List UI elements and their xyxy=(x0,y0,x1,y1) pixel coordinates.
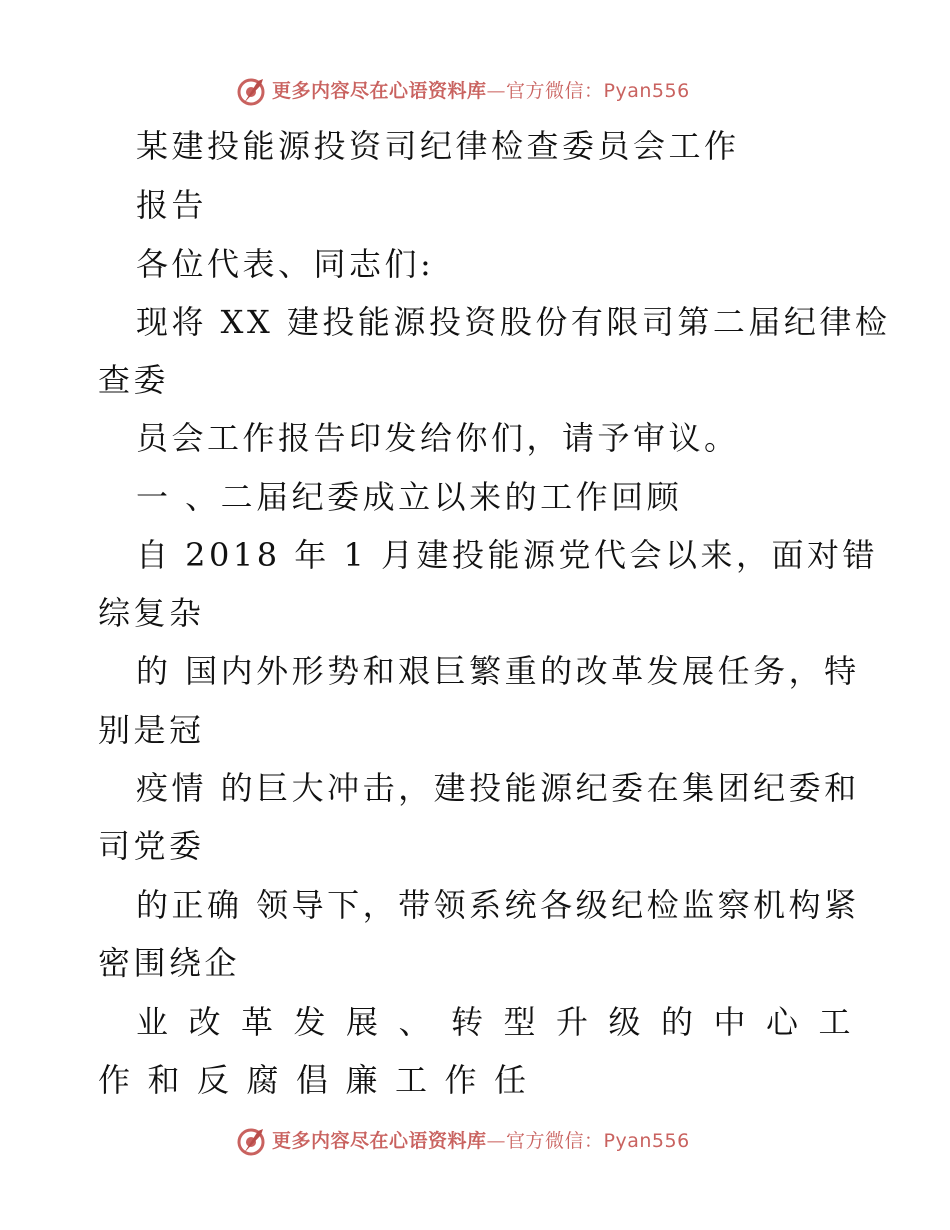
banner-title: 更多内容尽在心语资料库 xyxy=(272,1130,487,1152)
doc-title-line-2: 报告 xyxy=(136,186,208,224)
salutation: 各位代表、同志们: xyxy=(136,245,435,283)
body-line: 疫情 的巨大冲击，建投能源纪委在集团纪委和 xyxy=(136,769,860,807)
banner-wechat-label: 官方微信： xyxy=(506,80,604,102)
banner-title: 更多内容尽在心语资料库 xyxy=(272,80,487,102)
banner-separator: — xyxy=(486,80,507,102)
section-heading: 一 、二届纪委成立以来的工作回顾 xyxy=(136,478,683,516)
body-line: 密围绕企 xyxy=(98,944,241,982)
banner-wechat-id: Pyan556 xyxy=(603,80,690,102)
doc-title-line-1: 某建投能源投资司纪律检查委员会工作 xyxy=(136,127,740,165)
body-line: 作和反腐倡廉工作任 xyxy=(98,1061,544,1099)
body-line: 员会工作报告印发给你们，请予审议。 xyxy=(136,419,740,457)
body-line: 的 国内外形势和艰巨繁重的改革发展任务，特 xyxy=(136,652,860,690)
header-banner[interactable] xyxy=(236,74,690,108)
body-line: 综复杂 xyxy=(98,594,205,632)
body-line: 别是冠 xyxy=(98,711,205,749)
body-line: 司党委 xyxy=(98,827,205,865)
banner-wechat-id: Pyan556 xyxy=(603,1130,690,1152)
quill-logo-icon xyxy=(236,1125,268,1157)
body-line: 自 2018 年 1 月建投能源党代会以来，面对错 xyxy=(136,536,878,574)
banner-separator: — xyxy=(486,1130,507,1152)
body-line: 业改革发展、转型升级的中心工 xyxy=(136,1003,872,1041)
body-line: 现将 XX 建投能源投资股份有限司第二届纪律检 xyxy=(136,303,891,341)
banner-wechat-label: 官方微信： xyxy=(506,1130,604,1152)
body-line: 的正确 领导下，带领系统各级纪检监察机构紧 xyxy=(136,886,860,924)
quill-logo-icon xyxy=(236,75,268,107)
footer-banner[interactable] xyxy=(236,1124,690,1158)
body-line: 查委 xyxy=(98,361,170,399)
